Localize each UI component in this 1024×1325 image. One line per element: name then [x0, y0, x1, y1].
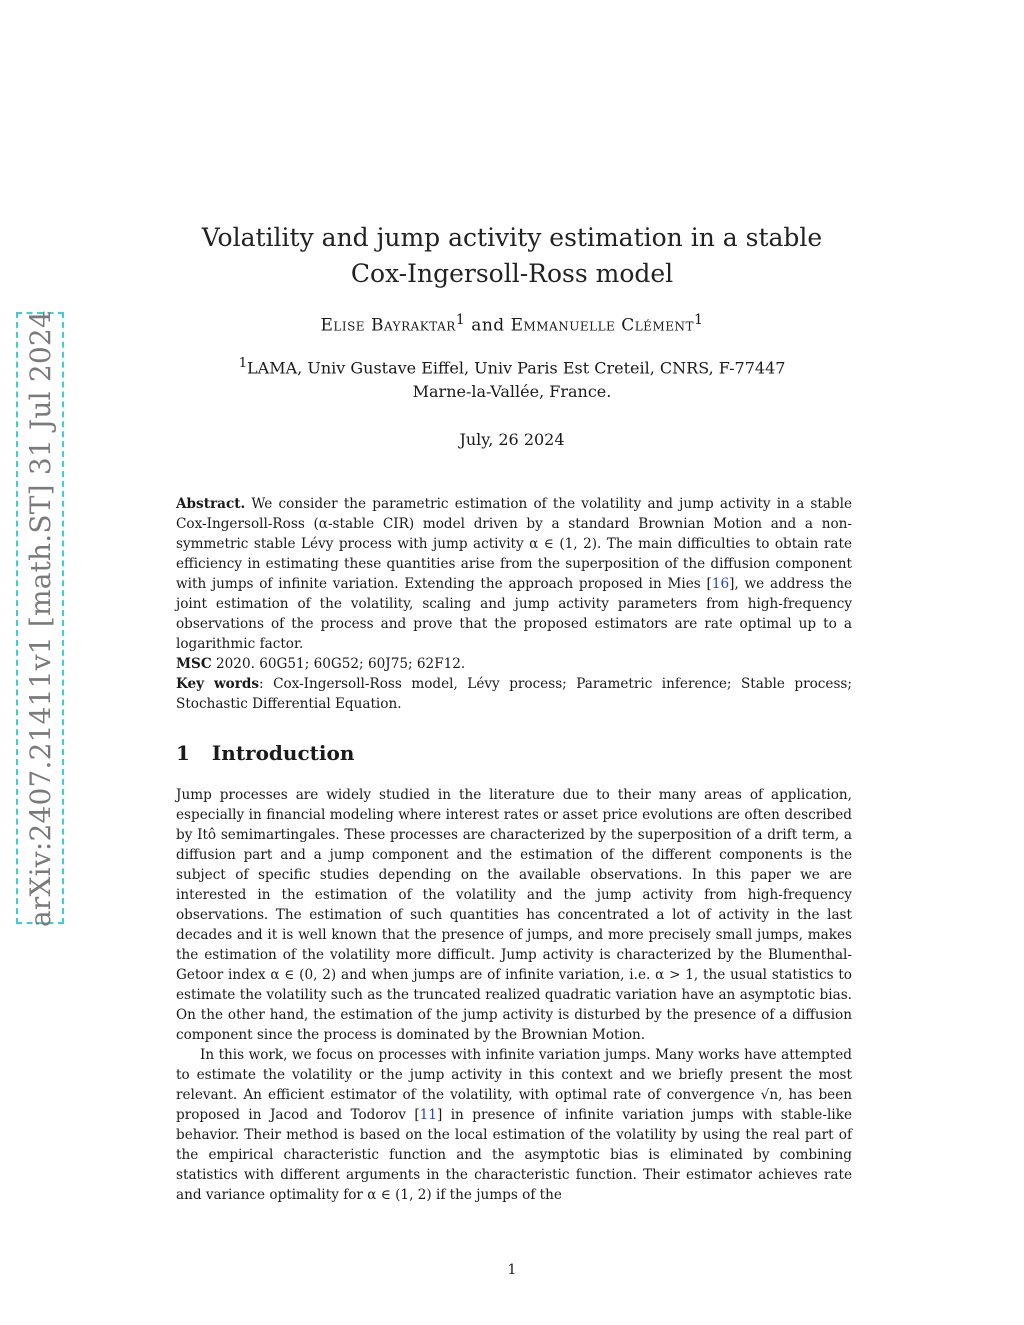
author-2: Emmanuelle Clément — [510, 315, 694, 336]
abstract-label: Abstract. — [176, 496, 246, 512]
publication-date: July, 26 2024 — [459, 430, 565, 449]
body-paragraph-2-text-1: In this work, we focus on processes with infinite variation jumps. Many works have attempted to estimate the volatility or the jump activity in this context and we briefly present the most relevant. An efficient estimator of the volatility, with optimal rate of convergence √n, has been proposed in Jacod and Todorov [ — [176, 1047, 852, 1123]
affiliation-mark: 1 — [238, 356, 248, 371]
keywords-label: Key words — [176, 676, 260, 692]
keywords-line — [176, 674, 852, 714]
author-connector: and — [465, 315, 511, 336]
body-paragraph-1: Jump processes are widely studied in the literature due to their many areas of application, especially in financial modeling where interest rates or asset price evolutions are often described by Itô semimartingales. These processes are characterized by the superposition of a drift term, a diffusion part and a jump component and the estimation of the different components is the subject of specific studies depending on the available observations. In this paper we are interested in the estimation of the volatility and the jump activity from high-frequency observations. The estimation of such quantities has concentrated a lot of activity in the last decades and it is well known that the presence of jumps, and more precisely small jumps, makes the estimation of the volatility more difficult. Jump activity is characterized by the Blumenthal-Getoor index α ∈ (0, 2) and when jumps are of infinite variation, i.e. α > 1, the usual statistics to estimate the volatility such as the truncated realized quadratic variation have an asymptotic bias. On the other hand, the estimation of the jump activity is disturbed by the presence of a diffusion component since the process is dominated by the Brownian Motion. — [176, 787, 852, 1043]
introduction-body — [176, 785, 852, 1205]
citation-link-16[interactable]: 16 — [711, 576, 730, 592]
arxiv-stamp-text: arXiv:2407.21411v1 [math.ST] 31 Jul 2024 — [23, 309, 57, 927]
abstract — [176, 494, 852, 714]
author-1-affil-mark: 1 — [455, 312, 466, 328]
title-line-1: Volatility and jump activity estimation in a stable — [201, 223, 823, 252]
msc-label: MSC — [176, 656, 212, 672]
author-list — [176, 312, 848, 336]
affiliation-line-1: LAMA, Univ Gustave Eiffel, Univ Paris Est Creteil, CNRS, F-77447 — [247, 358, 786, 378]
paper-title — [176, 220, 848, 292]
abstract-text-1: We consider the parametric estimation of the volatility and jump activity in a stable Cox-Ingersoll-Ross (α-stable CIR) model driven by a standard Brownian Motion and a non-symmetric stable Lévy process with jump activity α ∈ (1, 2). The main difficulties to obtain rate efficiency in estimating these quantities arise from the superposition of the diffusion component with jumps of infinite variation. Extending the approach proposed in Mies [ — [176, 496, 852, 592]
keywords-text: : Cox-Ingersoll-Ross model, Lévy process; Parametric inference; Stable process; Stochastic Differential Equation. — [176, 676, 852, 712]
abstract-paragraph — [176, 494, 852, 654]
abstract-text-2: ], we address the joint estimation of the volatility, scaling and jump activity parameters from high-frequency observations of the process and prove that the proposed estimators are rate optimal up to a logarithmic factor. — [176, 576, 852, 652]
page-number: 1 — [507, 1262, 517, 1278]
body-paragraph-2 — [176, 1045, 852, 1205]
arxiv-stamp — [16, 309, 64, 927]
affiliation-line-2: Marne-la-Vallée, France. — [412, 382, 612, 402]
msc-text: 2020. 60G51; 60G52; 60J75; 62F12. — [211, 656, 466, 672]
affiliation — [176, 352, 848, 404]
msc-line — [176, 654, 852, 674]
author-1: Elise Bayraktar — [320, 315, 456, 336]
section-heading-introduction — [176, 741, 354, 765]
title-line-2: Cox-Ingersoll-Ross model — [350, 259, 674, 288]
section-number: 1 — [176, 741, 190, 765]
body-paragraph-2-text-2: ] in presence of infinite variation jumps with stable-like behavior. Their method is based on the local estimation of the volatility by using the real part of the empirical characteristic function and the asymptotic bias is eliminated by combining statistics with different arguments in the characteristic function. Their estimator achieves rate and variance optimality for α ∈ (1, 2) if the jumps of the — [176, 1107, 852, 1203]
section-title: Introduction — [211, 741, 355, 765]
author-2-affil-mark: 1 — [694, 312, 704, 328]
citation-link-11[interactable]: 11 — [419, 1107, 437, 1123]
